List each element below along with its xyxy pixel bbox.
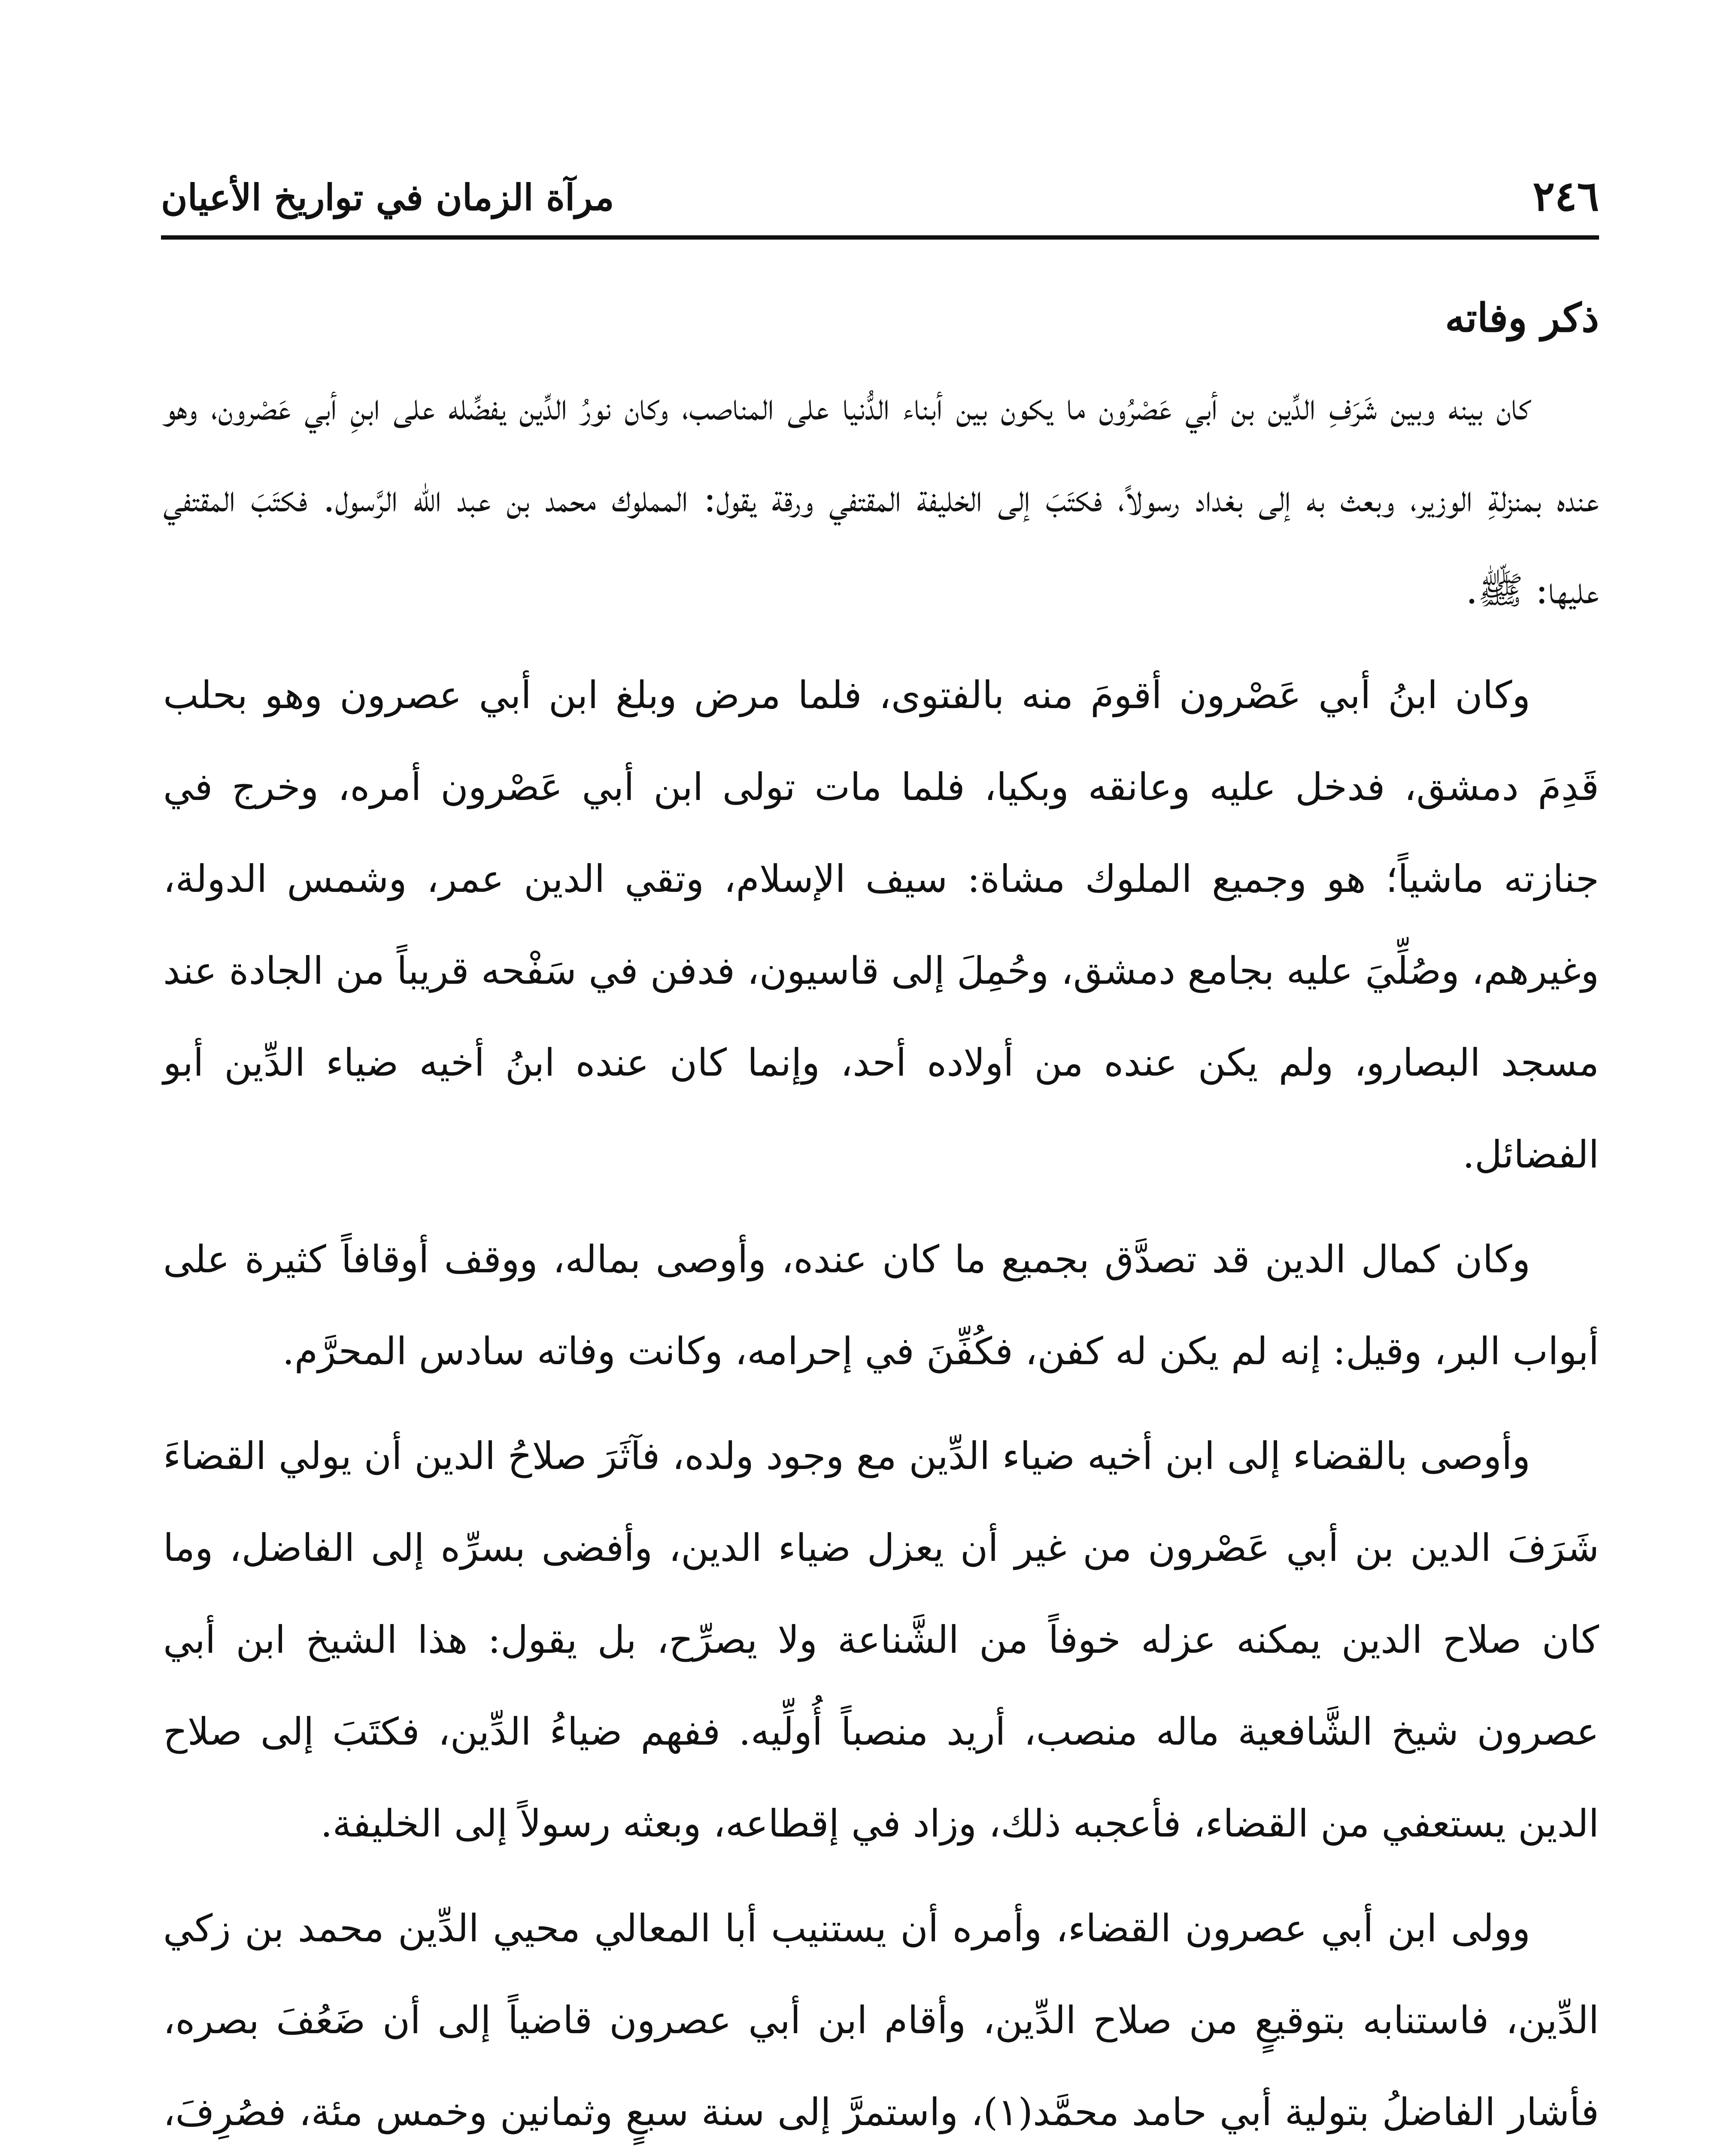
running-title: مرآة الزمان في تواريخ الأعيان — [161, 176, 614, 219]
paragraph-2: وكان ابنُ أبي عَصْرون أقومَ منه بالفتوى، فلما مرض وبلغ ابن أبي عصرون وهو بحلب قَدِمَ دمشق، فدخل عليه وعانقه وبكيا، فلما مات تولى ابن أبي عَصْرون أمره، وخرج في جنازته ماشياً؛ هو وجميع الملوك مشاة: سيف الإسلام، وتقي الدين عمر، وشمس الدولة، وغيرهم، وصُلِّيَ عليه بجامع دمشق، وحُمِلَ إلى قاسيون، فدفن في سَفْحه قريباً من الجادة عند مسجد البصارو، ولم يكن عنده من أولاده أحد، وإنما كان عنده ابنُ أخيه ضياء الدِّين أبو الفضائل. — [163, 673, 1599, 1177]
paragraph-5: وولى ابن أبي عصرون القضاء، وأمره أن يستنيب أبا المعالي محيي الدِّين محمد بن زكي الدِّين، فاستنابه بتوقيعٍ من صلاح الدِّين، وأقام ابن أبي عصرون قاضياً إلى أن ضَعُفَ بصره، فأشار الفاضلُ بتولية أبي حامد محمَّد(١)، واستمرَّ إلى سنة سبعٍ وثمانين وخمس مئة، فصُرِفَ، — [163, 1906, 1599, 2134]
paragraph-3: وكان كمال الدين قد تصدَّق بجميع ما كان عنده، وأوصى بماله، ووقف أوقافاً كثيرة على أبواب البر، وقيل: إنه لم يكن له كفن، فكُفِّنَ في إحرامه، وكانت وفاته سادس المحرَّم. — [163, 1237, 1599, 1373]
paragraph-1: كان بينه وبين شَرَفِ الدِّين بن أبي عَصْرُون ما يكون بين أبناء الدُّنيا على المناصب، وكان نورُ الدِّين يفضِّله على ابنِ أبي عَصْرون، وهو عنده بمنزلةِ الوزير، وبعث به إلى بغداد رسولاً، فكتَبَ إلى الخليفة المقتفي ورقة يقول: المملوك محمد بن عبد الله الرَّسول. فكتَبَ المقتفي عليها: ﷺ. — [163, 384, 1599, 612]
page-number: ٢٤٦ — [1533, 172, 1599, 220]
header-rule — [161, 235, 1599, 240]
main-text — [163, 275, 1599, 2147]
paragraph-4: وأوصى بالقضاء إلى ابن أخيه ضياء الدِّين مع وجود ولده، فآثَرَ صلاحُ الدين أن يولي القضاءَ شَرَفَ الدين بن أبي عَصْرون من غير أن يعزل ضياء الدين، وأفضى بسرِّه إلى الفاضل، وما كان صلاح الدين يمكنه عزله خوفاً من الشَّناعة ولا يصرِّح، بل يقول: هذا الشيخ ابن أبي عصرون شيخ الشَّافعية ماله منصب، أريد منصباً أُولِّيه. ففهم ضياءُ الدِّين، فكتَبَ إلى صلاح الدين يستعفي من القضاء، فأعجبه ذلك، وزاد في إقطاعه، وبعثه رسولاً إلى الخليفة. — [163, 1434, 1599, 1846]
page-header — [161, 163, 1599, 232]
section-heading: ذكر وفاته — [1445, 295, 1599, 341]
